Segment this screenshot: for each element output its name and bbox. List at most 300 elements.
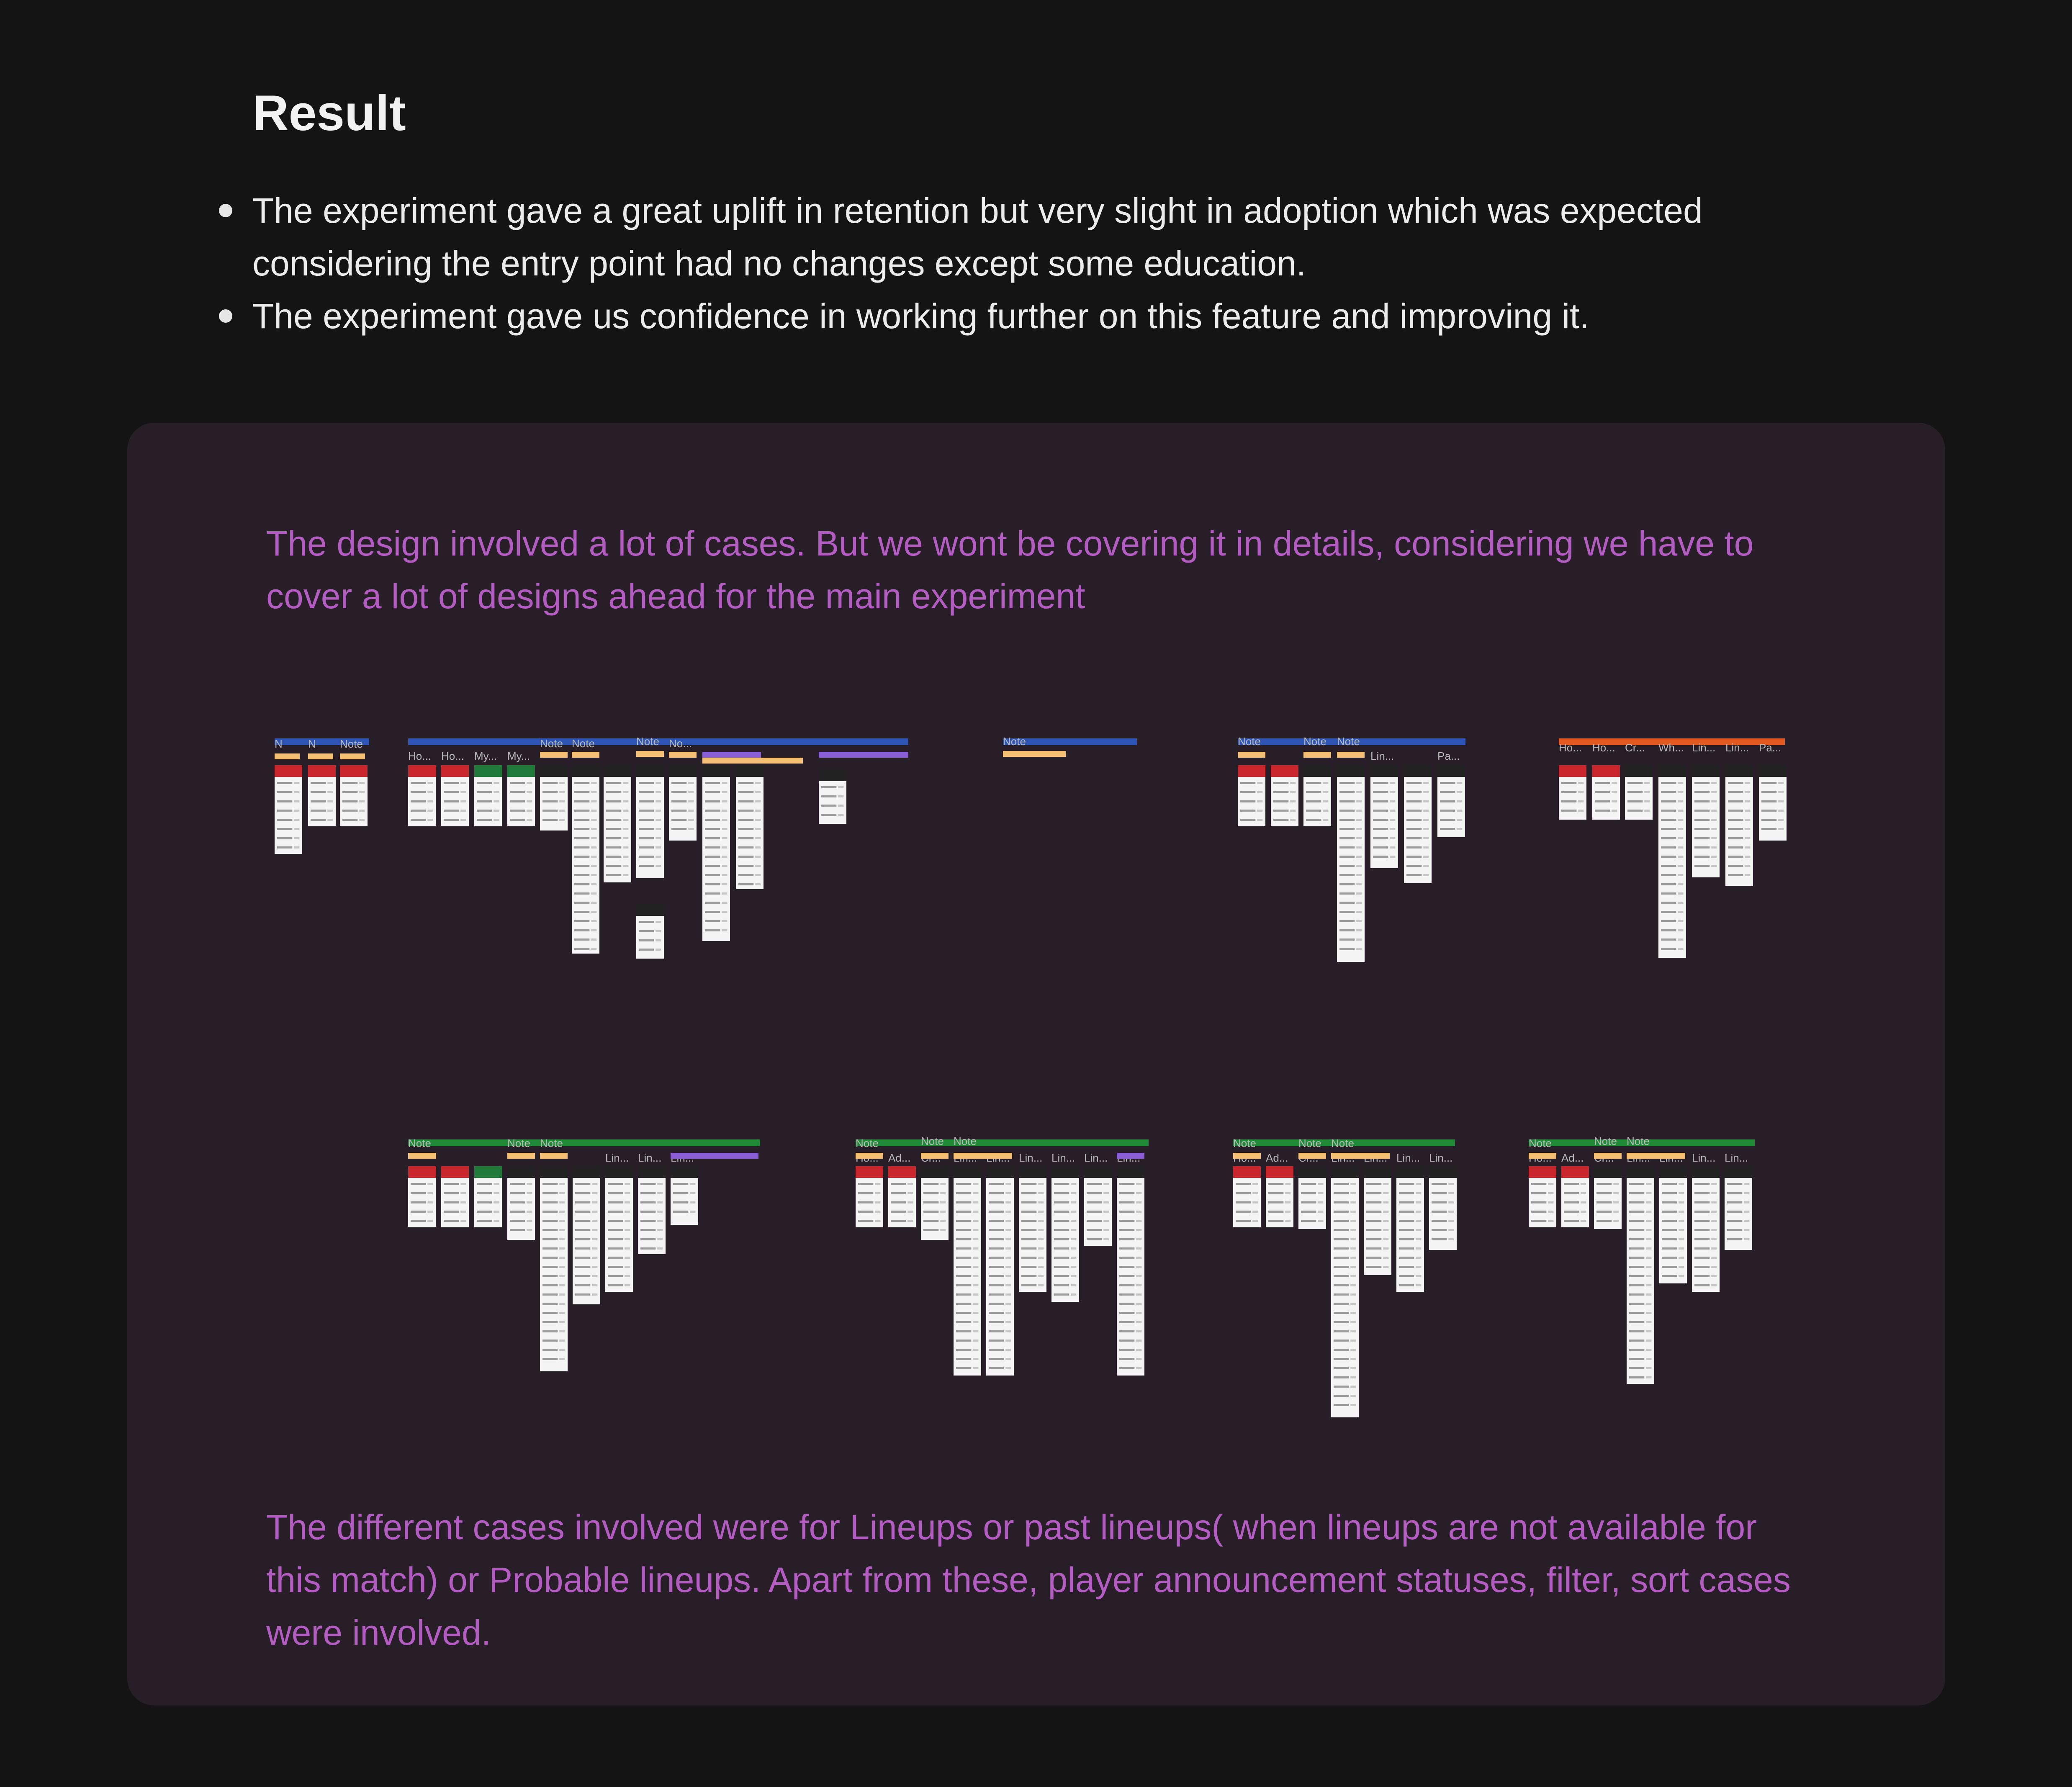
board-screen-row	[640, 1201, 656, 1203]
board-screen-row	[608, 1201, 623, 1203]
board-screen-row-value	[1290, 800, 1296, 802]
board-screen-row-value	[1744, 1201, 1749, 1203]
board-screen-header	[1625, 765, 1653, 777]
board-screen-row-value	[294, 810, 299, 812]
board-screen-row-value	[1679, 1192, 1684, 1194]
board-screen-row	[1366, 1238, 1381, 1240]
board-screen-row	[1054, 1247, 1069, 1250]
board-screen-row-value	[1678, 846, 1683, 849]
board-screen-row-value	[875, 1183, 880, 1185]
board-screen-row-value	[1646, 1247, 1651, 1250]
board-screen-row-value	[1578, 791, 1584, 793]
board-screen-row-value	[591, 902, 596, 904]
board-screen-row-value	[1581, 1211, 1586, 1213]
board-screen-row-value	[1005, 1257, 1011, 1259]
board-screen-row-value	[875, 1211, 880, 1213]
board-screen-row	[1087, 1192, 1102, 1194]
board-screen-row	[640, 1229, 656, 1231]
board-screen-row	[989, 1266, 1004, 1268]
board-screen-row-value	[1416, 1220, 1421, 1222]
board-screen-row-value	[1581, 1201, 1586, 1203]
board-frame-header	[408, 1139, 760, 1146]
board-screen-row	[1334, 1192, 1349, 1194]
board-screen-header	[1019, 1166, 1046, 1178]
board-screen-row-value	[1711, 837, 1717, 839]
board-note-sticky	[921, 1153, 949, 1159]
board-screen-row	[1531, 1183, 1546, 1185]
board-screen-row	[608, 1266, 623, 1268]
board-screen-row-value	[1350, 1349, 1356, 1351]
board-screen-row-value	[1646, 1376, 1651, 1378]
board-frame-label: Note	[1233, 1137, 1256, 1149]
board-screen-row	[1661, 800, 1676, 802]
board-screen-header	[1370, 765, 1398, 777]
board-screen-row	[477, 1220, 492, 1222]
board-screen-row	[1661, 911, 1676, 913]
board-screen-row-value	[1745, 819, 1750, 821]
board-screen-row-value	[722, 810, 727, 812]
board-note-sticky	[702, 752, 761, 758]
board-screen-row	[1240, 782, 1255, 784]
board-screen-row	[1629, 1312, 1644, 1314]
board-screen-row-value	[1390, 800, 1395, 802]
board-screen-row-value	[1679, 1275, 1684, 1277]
board-screen-row	[1087, 1211, 1102, 1213]
board-screen-row	[1661, 865, 1676, 867]
board-screen-row	[1334, 1349, 1349, 1351]
board-screen-row	[411, 810, 426, 812]
board-screen-row	[640, 1183, 656, 1185]
board-frame-header	[856, 1139, 1149, 1146]
board-screen-row-value	[657, 1211, 663, 1213]
board-screen-row-value	[1356, 883, 1362, 885]
board-screen-row-value	[1745, 828, 1750, 830]
board-screen-row-value	[1005, 1183, 1011, 1185]
board-screen-row-value	[1383, 1266, 1388, 1268]
board-frame-label: N	[275, 738, 283, 750]
board-screen-row	[1531, 1201, 1546, 1203]
board-frame-label: Note	[921, 1135, 944, 1147]
board-screen-row-value	[1290, 791, 1296, 793]
board-screen-row-value	[1136, 1220, 1141, 1222]
board-screen-row	[477, 1201, 492, 1203]
board-screen-row	[1273, 819, 1288, 821]
board-screen-row	[956, 1211, 971, 1213]
board-screen-thumbnail	[1051, 1166, 1079, 1302]
board-screen-row-value	[623, 828, 628, 830]
board-screen-row-value	[1416, 1238, 1421, 1240]
board-screen-row	[1728, 837, 1743, 839]
board-screen-row	[1662, 1266, 1677, 1268]
board-screen-row-value	[688, 782, 694, 784]
board-screen-row-value	[1423, 865, 1429, 867]
board-frame-label: Pa...	[1759, 741, 1782, 754]
board-screen-row	[510, 810, 525, 812]
board-screen-row	[1399, 1247, 1414, 1250]
board-screen-row-value	[657, 1238, 663, 1240]
board-frame-label: Note	[1298, 1137, 1321, 1149]
board-screen-row	[1761, 791, 1776, 793]
board-screen-row-value	[973, 1284, 978, 1286]
board-screen-row-value	[1005, 1266, 1011, 1268]
board-screen-row	[989, 1330, 1004, 1332]
board-screen-row-value	[591, 892, 596, 895]
board-screen-row-value	[1290, 782, 1296, 784]
board-screen-row-value	[623, 856, 628, 858]
board-screen-row	[574, 865, 589, 867]
board-screen-row	[1629, 1293, 1644, 1296]
board-note-sticky	[856, 1153, 883, 1159]
board-screen-row	[956, 1201, 971, 1203]
board-screen-row-value	[1744, 1211, 1749, 1213]
board-screen-row-value	[1744, 1229, 1749, 1231]
board-screen-row-value	[1578, 810, 1584, 812]
board-screen-row	[705, 911, 720, 913]
board-screen-row-value	[623, 837, 628, 839]
board-screen-row-value	[656, 782, 661, 784]
board-screen-row	[956, 1312, 971, 1314]
board-screen-header	[441, 1166, 469, 1178]
board-screen-row-value	[755, 856, 761, 858]
board-screen-row	[956, 1340, 971, 1342]
board-screen-row-value	[1257, 782, 1262, 784]
board-screen-header	[636, 765, 664, 777]
board-screen-row	[1661, 929, 1676, 931]
board-screen-row	[1661, 883, 1676, 885]
board-screen-row	[956, 1183, 971, 1185]
board-frame-label: Note	[408, 1137, 431, 1149]
board-screen-row	[956, 1284, 971, 1286]
board-screen-header	[1404, 765, 1432, 777]
board-screen-row	[1761, 800, 1776, 802]
board-screen-row	[891, 1201, 906, 1203]
board-screen-row	[574, 819, 589, 821]
board-screen-row	[989, 1367, 1004, 1369]
board-screen-row-value	[838, 814, 843, 816]
board-screen-row	[923, 1229, 938, 1231]
board-screen-row-value	[690, 1211, 695, 1213]
board-screen-row	[1334, 1358, 1349, 1360]
board-screen-row-value	[1744, 1220, 1749, 1222]
board-screen-row	[1366, 1211, 1381, 1213]
board-screen-row-value	[1071, 1183, 1076, 1185]
board-screen-row	[1531, 1220, 1546, 1222]
board-screen-row-value	[327, 791, 333, 793]
board-screen-row	[575, 1238, 590, 1240]
board-screen-row-value	[1356, 892, 1362, 895]
board-screen-row	[1728, 874, 1743, 876]
board-screen-row-value	[1646, 1312, 1651, 1314]
board-frame-label: Note	[1238, 735, 1261, 748]
board-screen-row	[738, 883, 753, 885]
board-screen-row	[705, 865, 720, 867]
board-screen-row	[821, 786, 836, 788]
board-screen-row-value	[625, 1220, 630, 1222]
board-screen-row	[1627, 810, 1643, 812]
board-screen-row-value	[1646, 1192, 1651, 1194]
board-screen-row-value	[973, 1220, 978, 1222]
board-screen-row-value	[359, 800, 365, 802]
board-screen-row	[1087, 1229, 1102, 1231]
board-screen-row	[277, 837, 292, 839]
board-screen-row	[1694, 819, 1710, 821]
board-screen-row-value	[875, 1201, 880, 1203]
board-screen-row-value	[1252, 1220, 1258, 1222]
board-screen-row	[1406, 846, 1422, 849]
board-frame-label: Note	[1331, 1137, 1354, 1149]
board-screen-row-value	[559, 1321, 565, 1323]
board-screen-row-value	[427, 810, 433, 812]
board-screen-row-value	[625, 1192, 630, 1194]
board-screen-row-value	[1103, 1211, 1109, 1213]
board-screen-row-value	[722, 856, 727, 858]
board-screen-header	[275, 765, 302, 777]
board-screen-row	[1440, 828, 1455, 830]
board-screen-row-value	[1678, 865, 1683, 867]
board-screen-row	[1662, 1192, 1677, 1194]
board-screen-row	[1119, 1220, 1134, 1222]
board-screen-row	[1366, 1247, 1381, 1250]
board-screen-row-value	[591, 791, 596, 793]
board-screen-header	[1051, 1166, 1079, 1178]
board-screen-row	[510, 1192, 525, 1194]
board-note-sticky	[702, 758, 803, 764]
board-screen-row	[1399, 1201, 1414, 1203]
board-note-sticky	[1003, 751, 1066, 757]
board-screen-row-value	[1071, 1220, 1076, 1222]
board-screen-row	[342, 782, 357, 784]
board-screen-row	[1629, 1192, 1644, 1194]
board-screen-row	[606, 846, 621, 849]
board-screen-row	[1339, 800, 1355, 802]
board-screen-row-value	[973, 1266, 978, 1268]
board-screen-row-value	[1745, 856, 1750, 858]
board-frame-label: Lin...	[1429, 1152, 1453, 1164]
board-screen-row-value	[1356, 948, 1362, 950]
board-screen-row-value	[1679, 1211, 1684, 1213]
board-screen-row-value	[592, 1229, 597, 1231]
board-screen-row	[891, 1220, 906, 1222]
board-screen-row	[444, 1183, 459, 1185]
board-screen-row	[1240, 800, 1255, 802]
result-bullet-item	[0, 290, 1801, 342]
board-screen-row-value	[973, 1293, 978, 1296]
board-screen-row-value	[1356, 920, 1362, 922]
board-screen-row	[1531, 1211, 1546, 1213]
board-screen-row-value	[973, 1192, 978, 1194]
board-note-sticky	[636, 751, 664, 757]
board-screen-row	[1727, 1211, 1742, 1213]
board-screen-row	[1662, 1238, 1677, 1240]
board-screen-row	[705, 902, 720, 904]
board-screen-row	[542, 1275, 558, 1277]
board-screen-row-value	[838, 795, 843, 797]
board-screen-row-value	[1613, 1183, 1619, 1185]
board-screen-row-value	[1136, 1303, 1141, 1305]
board-screen-row-value	[690, 1192, 695, 1194]
board-screen-row	[277, 800, 292, 802]
board-screen-row	[639, 837, 654, 839]
board-screen-row	[821, 814, 836, 816]
board-screen-row	[606, 810, 621, 812]
board-screen-row-value	[1038, 1183, 1044, 1185]
board-screen-row-value	[1578, 800, 1584, 802]
board-screen-row-value	[1416, 1229, 1421, 1231]
board-screen-row-value	[722, 911, 727, 913]
board-screen-row-value	[1678, 791, 1683, 793]
board-screen-row-value	[1252, 1192, 1258, 1194]
board-screen-row	[1373, 800, 1388, 802]
board-screen-row-value	[559, 1358, 565, 1360]
board-screen-row	[673, 1183, 688, 1185]
board-screen-row-value	[1318, 1211, 1323, 1213]
board-screen-header	[308, 765, 336, 777]
board-screen-row-value	[1350, 1293, 1356, 1296]
board-screen-row	[277, 819, 292, 821]
board-screen-row-value	[1416, 1275, 1421, 1277]
board-screen-row	[542, 819, 558, 821]
board-screen-row-value	[1005, 1211, 1011, 1213]
board-screen-row-value	[1778, 819, 1784, 821]
board-screen-row	[923, 1220, 938, 1222]
board-screen-row	[673, 1201, 688, 1203]
board-screen-row	[1564, 1192, 1579, 1194]
board-screen-row	[989, 1257, 1004, 1259]
board-screen-row	[510, 1220, 525, 1222]
board-screen-row-value	[1005, 1238, 1011, 1240]
board-screen-row-value	[940, 1229, 946, 1231]
board-screen-row-value	[527, 1192, 532, 1194]
board-screen-row-value	[1350, 1330, 1356, 1332]
board-screen-row-value	[1711, 1183, 1717, 1185]
board-screen-row	[574, 846, 589, 849]
board-screen-row-value	[1136, 1312, 1141, 1314]
board-screen-row-value	[327, 819, 333, 821]
board-screen-header	[669, 765, 697, 777]
board-screen-row	[411, 1211, 426, 1213]
board-screen-row-value	[1285, 1183, 1291, 1185]
board-screen-row-value	[1136, 1183, 1141, 1185]
board-screen-row-value	[656, 949, 661, 951]
board-screen-row-value	[1038, 1257, 1044, 1259]
board-screen-row-value	[755, 837, 761, 839]
board-screen-row	[1694, 1229, 1710, 1231]
board-screen-row-value	[1356, 846, 1362, 849]
board-screen-row	[705, 800, 720, 802]
board-screen-thumbnail	[1658, 765, 1686, 958]
board-screen-row	[411, 782, 426, 784]
board-screen-row	[738, 874, 753, 876]
board-screen-row-value	[1416, 1247, 1421, 1250]
board-screen-row	[574, 938, 589, 941]
board-screen-row	[1021, 1284, 1036, 1286]
board-screen-row	[1596, 1192, 1612, 1194]
board-screen-row	[956, 1358, 971, 1360]
board-screen-row-value	[559, 1238, 565, 1240]
board-screen-row-value	[1071, 1293, 1076, 1296]
board-screen-row-value	[1390, 856, 1395, 858]
board-screen-row-value	[722, 800, 727, 802]
board-screen-row-value	[1071, 1211, 1076, 1213]
board-screen-row-value	[1136, 1211, 1141, 1213]
board-screen-row	[542, 1247, 558, 1250]
board-screen-header	[507, 765, 535, 777]
board-screen-row-value	[1383, 1192, 1388, 1194]
board-screen-header	[1337, 765, 1365, 777]
board-screen-header	[540, 765, 568, 777]
result-bullet-text: The experiment gave a great uplift in retention but very slight in adoption which was expected considering the entry point had no changes except some education.	[252, 191, 1703, 283]
board-screen-row-value	[625, 1183, 630, 1185]
board-screen-row-value	[427, 1201, 433, 1203]
board-screen-row-value	[1038, 1220, 1044, 1222]
board-screen-row	[1054, 1284, 1069, 1286]
board-frame-label: Lin...	[638, 1152, 662, 1164]
board-screen-row	[1564, 1201, 1579, 1203]
board-screen-row-value	[1350, 1321, 1356, 1323]
board-screen-row	[1054, 1229, 1069, 1231]
board-screen-row	[542, 1330, 558, 1332]
board-screen-row	[1268, 1183, 1283, 1185]
board-screen-row-value	[1457, 819, 1462, 821]
board-screen-row-value	[559, 800, 565, 802]
board-screen-row-value	[1745, 846, 1750, 849]
board-screen-row-value	[656, 930, 661, 932]
board-screen-row	[989, 1229, 1004, 1231]
board-screen-row-value	[656, 865, 661, 867]
board-screen-row	[858, 1192, 873, 1194]
board-screen-row-value	[1350, 1404, 1356, 1406]
board-screen-row	[1399, 1211, 1414, 1213]
board-screen-row-value	[1646, 1275, 1651, 1277]
board-screen-header	[1659, 1166, 1687, 1178]
board-screen-row-value	[559, 810, 565, 812]
board-screen-row	[1021, 1201, 1036, 1203]
board-screen-row-value	[1350, 1340, 1356, 1342]
board-screen-row-value	[1711, 1284, 1717, 1286]
board-screen-row-value	[1711, 1275, 1717, 1277]
board-screen-row	[1119, 1293, 1134, 1296]
board-screen-row-value	[755, 828, 761, 830]
board-screen-row	[1564, 1211, 1579, 1213]
board-screen-row-value	[1711, 1247, 1717, 1250]
board-screen-row	[277, 791, 292, 793]
board-screen-row	[1661, 828, 1676, 830]
board-screen-row	[1728, 819, 1743, 821]
board-screen-row-value	[427, 1192, 433, 1194]
board-screen-row	[1366, 1266, 1381, 1268]
board-screen-row-value	[1678, 883, 1683, 885]
board-screen-row	[1021, 1229, 1036, 1231]
board-screen-row	[1561, 791, 1576, 793]
result-heading: Result	[252, 85, 406, 141]
board-screen-row-value	[1005, 1201, 1011, 1203]
board-screen-row-value	[1383, 1220, 1388, 1222]
board-screen-row-value	[460, 791, 466, 793]
board-screen-row-value	[907, 1220, 913, 1222]
board-screen-row	[705, 819, 720, 821]
board-screen-row-value	[592, 1201, 597, 1203]
board-screen-row	[1694, 1201, 1710, 1203]
bullet-dot-icon	[219, 309, 232, 323]
board-screen-row	[1334, 1404, 1349, 1406]
board-screen-row	[1406, 791, 1422, 793]
board-screen-row-value	[294, 791, 299, 793]
board-screen-row-value	[1136, 1275, 1141, 1277]
board-screen-thumbnail	[1331, 1166, 1359, 1417]
board-screen-row-value	[559, 1220, 565, 1222]
board-screen-row-value	[1257, 819, 1262, 821]
board-frame-label: Note	[856, 1137, 879, 1149]
